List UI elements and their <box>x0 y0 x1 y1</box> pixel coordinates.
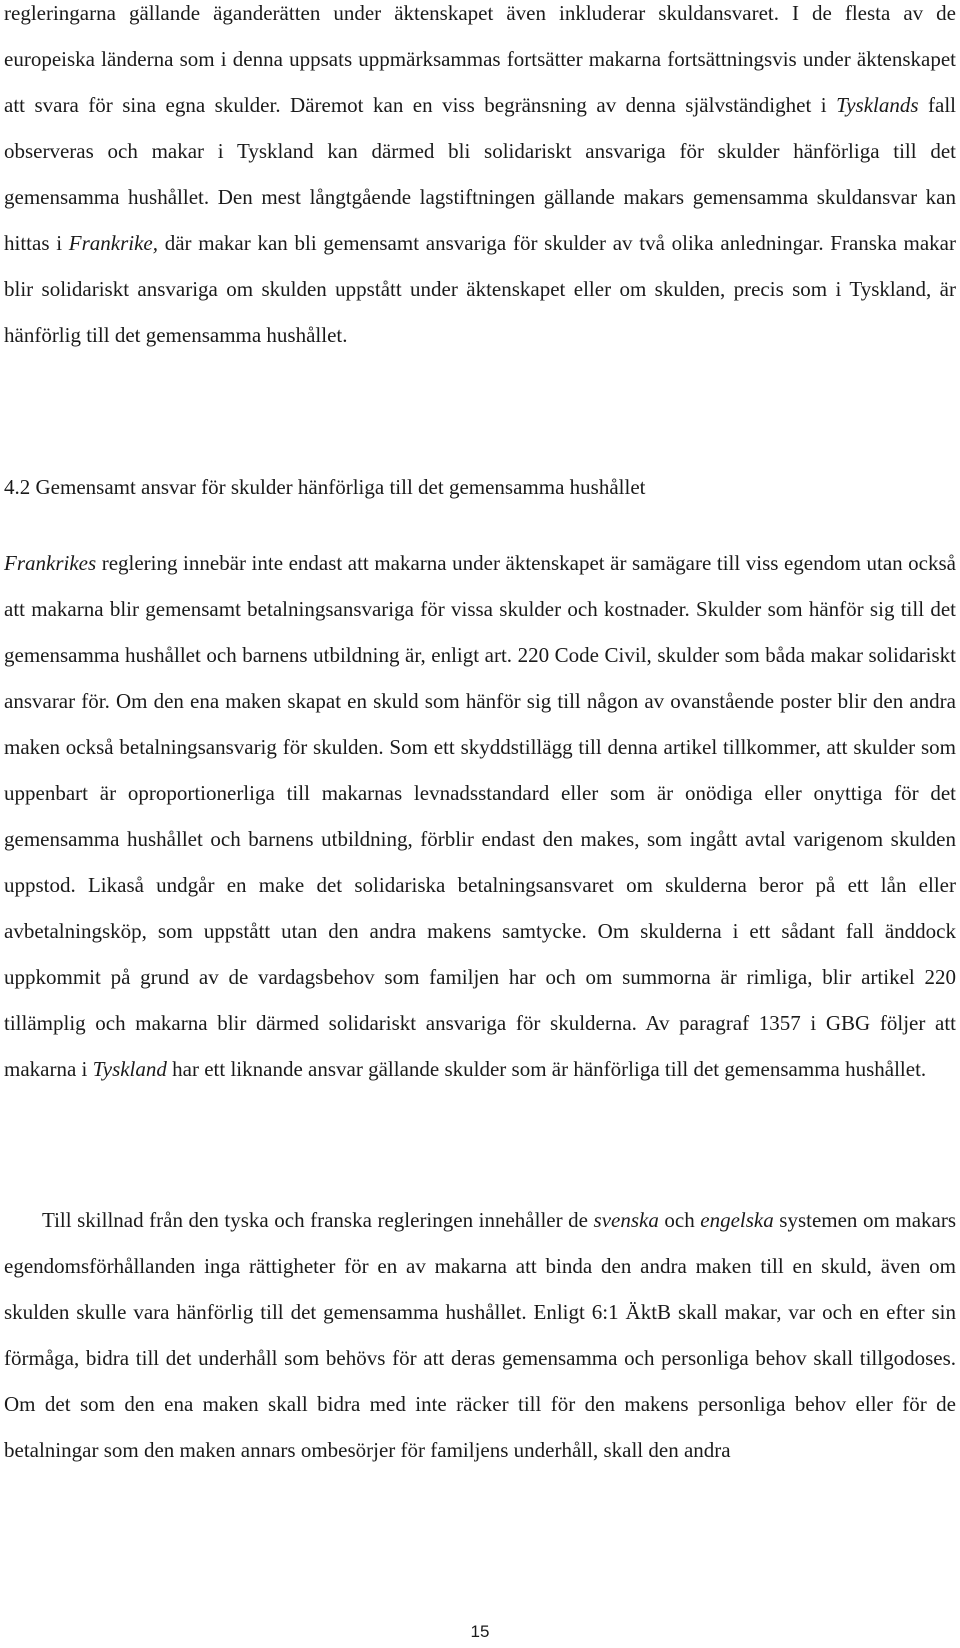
body-paragraph-2 <box>4 540 956 1092</box>
paragraph-text: Till skillnad från den tyska och franska regleringen innehåller de <box>42 1208 594 1232</box>
paragraph-text: och <box>658 1208 701 1232</box>
body-paragraph-1 <box>4 0 956 358</box>
paragraph-text: regleringarna gällande äganderätten under äktenskapet även inkluderar skuldansvaret. I de flesta av de europeiska länderna som i denna uppsats uppmärksammas fortsätter makarna fortsättningsvis under äktenskapet att svara för sina egna skulder. Däremot kan en viss begränsning av denna självständighet i <box>4 1 956 117</box>
italic-term-engelska: engelska <box>700 1208 774 1232</box>
paragraph-text: där makar kan bli gemensamt ansvariga för skulder av två olika anledningar. Franska makar blir solidariskt ansvariga om skulden uppstått under äktenskapet eller om skulden, precis som i Tyskland, är hänförlig till det gemensamma hushållet. <box>4 231 956 347</box>
italic-term-frankrikes: Frankrikes <box>4 551 97 575</box>
italic-term-tyskland: Tyskland <box>92 1057 167 1081</box>
paragraph-text: systemen om makars egendomsförhållanden inga rättigheter för en av makarna att binda den andra maken till en skuld, även om skulden skulle vara hänförlig till det gemensamma hushållet. Enligt 6:1 ÄktB skall makar, var och en efter sin förmåga, bidra till det underhåll som behövs för att deras gemensamma och personliga behov skall tillgodoses. Om det som den ena maken skall bidra med inte räcker till för den makens personliga behov eller för de betalningar som den maken annars ombesörjer för familjens underhåll, skall den andra <box>4 1208 956 1462</box>
paragraph-text: reglering innebär inte endast att makarna under äktenskapet är samägare till viss egendom utan också att makarna blir gemensamt betalningsansvariga för vissa skulder och kostnader. Skulder som hänför sig till det gemensamma hushållet och barnens utbildning är, enligt art. 220 Code Civil, skulder som båda makar solidariskt ansvarar för. Om den ena maken skapat en skuld som hänför sig till någon av ovanstående poster blir den andra maken också betalningsansvarig för skulden. Som ett skyddstillägg till denna artikel tillkommer, att skulder som uppenbart är oproportionerliga till makarnas levnadsstandard eller som är onödiga eller onyttiga för det gemensamma hushållet och barnens utbildning, förblir endast den makes, som ingått avtal varigenom skulden uppstod. Likaså undgår en make det solidariska betalningsansvaret om skulderna beror på ett lån eller avbetalningsköp, som uppstått utan den andra makens samtycke. Om skulderna i ett sådant fall änddock uppkommit på grund av de vardagsbehov som familjen har och om summorna är rimliga, blir artikel 220 tillämplig och makarna blir därmed solidariskt ansvariga för skulderna. Av paragraf 1357 i GBG följer att makarna i <box>4 551 956 1081</box>
italic-term-tysklands: Tysklands <box>836 93 919 117</box>
body-paragraph-3 <box>4 1197 956 1473</box>
paragraph-text: har ett liknande ansvar gällande skulder som är hänförliga till det gemensamma hushållet. <box>166 1057 927 1081</box>
italic-term-svenska: svenska <box>593 1208 659 1232</box>
italic-term-frankrike: Frankrike, <box>68 231 159 255</box>
section-heading: 4.2 Gemensamt ansvar för skulder hänförliga till det gemensamma hushållet <box>4 475 646 499</box>
page-number: 15 <box>470 1622 490 1641</box>
paragraph-text: fall observeras och makar i Tyskland kan därmed bli solidariskt ansvariga för skulder hänförliga till det gemensamma hushållet. Den mest långtgående lagstiftningen gällande makars gemensamma skuldansvar kan hittas i <box>4 93 957 255</box>
